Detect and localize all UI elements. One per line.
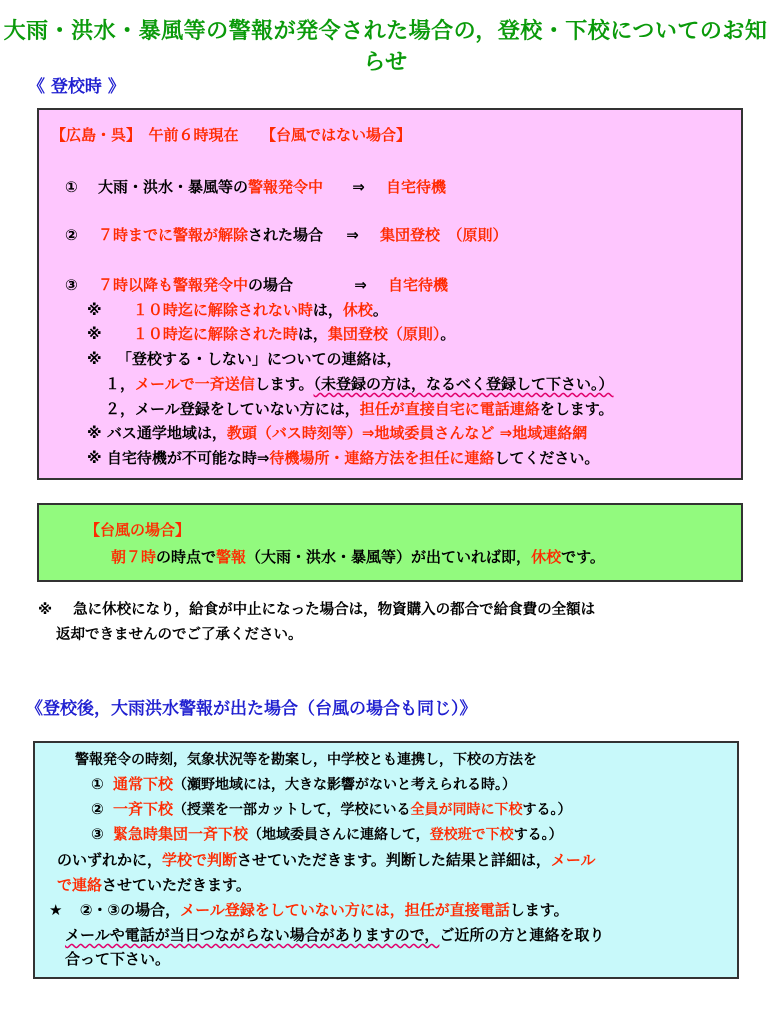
- option-2: ② 一斉下校（授業を一部カットして，学校にいる全員が同時に下校する。）: [91, 800, 572, 818]
- box-non-typhoon: [37, 108, 743, 480]
- footnote-line-1: ※ 急に休校になり，給食が中止になった場合は，物資購入の都合で給食費の全額は: [38, 602, 596, 618]
- note-1: ※ １０時迄に解除されない時は，休校。: [87, 301, 388, 319]
- page-title: 大雨・洪水・暴風等の警報が発令された場合の，登校・下校についてのお知らせ: [3, 19, 768, 75]
- item-1: ① 大雨・洪水・暴風等の警報発令中 ⇒ 自宅待機: [65, 178, 447, 196]
- note-3: ※ 「登校する・しない」についての連絡は，: [87, 350, 402, 368]
- judgement-line: のいずれかに，学校で判断させていただきます。判断した結果と詳細は，メール: [57, 851, 596, 869]
- star-note: ★ ②・③の場合，メール登録をしていない方には，担任が直接電話します。: [49, 901, 569, 919]
- sub-1: １，メールで一斉送信します。（未登録の方は，なるべく登録して下さい。）: [105, 375, 614, 393]
- option-3: ③ 緊急時集団一斉下校（地域委員さんに連絡して，登校班で下校する。）: [91, 825, 563, 843]
- box-dismissal: [33, 741, 739, 979]
- note-2: ※ １０時迄に解除された時は，集団登校（原則）。: [87, 325, 456, 343]
- contact-line: で連絡させていただきます。: [57, 876, 251, 894]
- section-heading-arrival: 《 登校時 》: [28, 77, 125, 97]
- sub-2: ２，メール登録をしていない方には，担任が直接自宅に電話連絡をします。: [105, 400, 614, 418]
- footnote-line-2: 返却できませんのでご了承ください。: [56, 627, 303, 643]
- dismissal-intro: 警報発令の時刻，気象状況等を勘案し，中学校とも連携し，下校の方法を: [75, 752, 537, 768]
- typhoon-text: 朝７時の時点で警報（大雨・洪水・暴風等）が出ていれば即，休校です。: [111, 548, 605, 566]
- box-typhoon: [37, 503, 743, 582]
- note-4: ※ バス通学地域は，教頭（バス時刻等）⇒地域委員さんなど ⇒地域連絡網: [87, 424, 588, 442]
- option-1: ① 通常下校（瀬野地域には，大きな影響がないと考えられる時。）: [91, 775, 516, 793]
- item-2: ② ７時までに警報が解除された場合 ⇒ 集団登校 （原則）: [65, 226, 508, 244]
- item-3: ③ ７時以降も警報発令中の場合 ⇒ 自宅待機: [65, 276, 449, 294]
- box-header: 【広島・呉】 午前６時現在 【台風ではない場合】: [51, 126, 412, 144]
- neighbor-note: メールや電話が当日つながらない場合がありますので，ご近所の方と連絡を取り: [65, 926, 605, 944]
- neighbor-note-end: 合って下さい。: [65, 950, 171, 968]
- note-5: ※ 自宅待機が不可能な時⇒待機場所・連絡方法を担任に連絡してください。: [87, 449, 600, 467]
- section-heading-after-arrival: 《登校後，大雨洪水警報が出た場合（台風の場合も同じ）》: [26, 699, 477, 719]
- typhoon-header: 【台風の場合】: [85, 521, 191, 539]
